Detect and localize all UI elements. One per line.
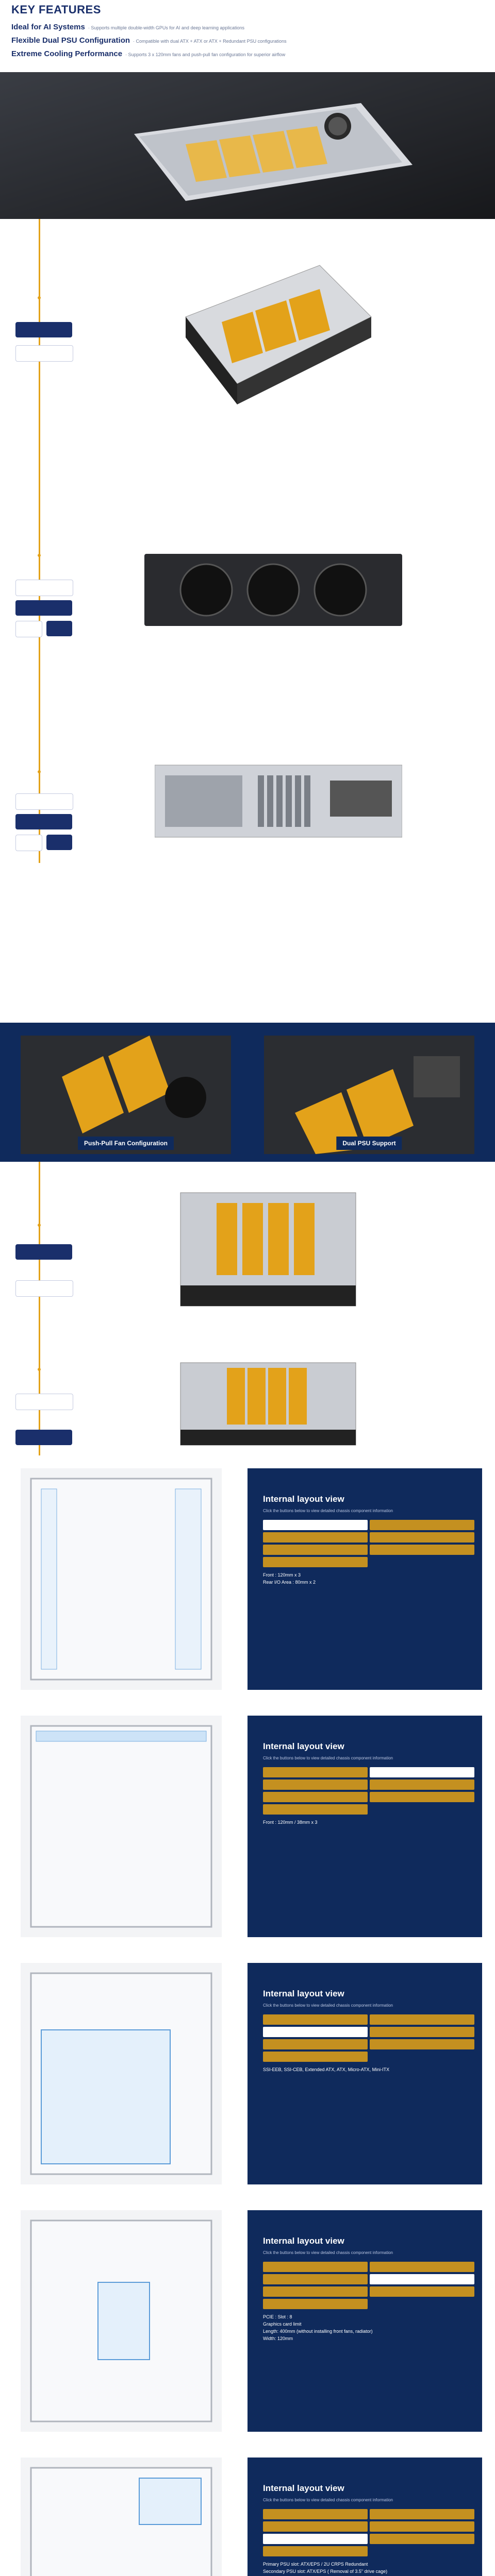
feature-row	[11, 23, 244, 31]
internal-chassis-drawing	[21, 2458, 222, 2576]
nav-button[interactable]	[15, 345, 73, 362]
component-button[interactable]	[370, 1792, 474, 1802]
internal-layout-subtitle: Click the buttons below to view detailed chassis component information	[263, 2498, 393, 2502]
diagram-section-rear	[0, 708, 495, 1023]
chassis-top-diagram	[165, 240, 382, 430]
internal-layout-panel	[248, 2458, 482, 2576]
component-info: PCIE : Slot : 8 Graphics card limit Length: 400mm (without installing front fans, radiator) Width: 120mm	[263, 2314, 373, 2341]
component-info: Front : 120mm / 38mm x 3	[263, 1820, 318, 1825]
internal-layout-panel	[248, 1963, 482, 2184]
internal-chassis-drawing	[21, 1716, 222, 1937]
internal-layout-panel	[248, 1716, 482, 1937]
band-caption: Dual PSU Support	[336, 1137, 402, 1150]
timeline-dot	[38, 296, 41, 299]
component-button-active[interactable]	[263, 2534, 368, 2544]
features-title: KEY FEATURES	[11, 3, 101, 16]
chassis-storage-diagram	[170, 1358, 376, 1450]
component-button-active[interactable]	[370, 1767, 474, 1777]
feature-desc: · Supports multiple double-width GPUs for AI and deep learning applications	[88, 25, 245, 30]
timeline-dot	[38, 1224, 41, 1227]
component-info: SSI-EEB, SSI-CEB, Extended ATX, ATX, Micro-ATX, Mini-ITX	[263, 2067, 390, 2072]
diagram-section-storage	[0, 1347, 495, 1455]
component-buttons	[263, 2014, 474, 2062]
internal-layout-panel	[248, 1468, 482, 1690]
component-button[interactable]	[370, 2509, 474, 2519]
feature-desc: · Compatible with dual ATX + ATX or ATX + Redundant PSU configurations	[133, 39, 287, 44]
component-button[interactable]	[263, 1557, 368, 1567]
component-buttons	[263, 1520, 474, 1567]
internal-layout-title: Internal layout view	[263, 1989, 344, 1998]
component-button[interactable]	[263, 1780, 368, 1790]
internal-layout-title: Internal layout view	[263, 2236, 344, 2246]
nav-button[interactable]	[46, 835, 72, 850]
component-button[interactable]	[263, 2014, 368, 2025]
nav-button[interactable]	[15, 580, 73, 596]
internal-chassis-drawing	[21, 1963, 222, 2184]
nav-button[interactable]	[15, 793, 73, 810]
internal-chassis-drawing	[21, 1468, 222, 1690]
hero-image	[0, 72, 495, 219]
feature-desc: · Supports 3 x 120mm fans and push-pull fan configuration for superior airflow	[125, 52, 286, 57]
diagram-section-top	[0, 219, 495, 502]
nav-button-active[interactable]	[15, 814, 72, 829]
chassis-cooling-diagram	[170, 1182, 376, 1327]
component-button[interactable]	[263, 2262, 368, 2272]
internal-layout-section	[0, 2197, 495, 2445]
component-button[interactable]	[263, 2509, 368, 2519]
component-button[interactable]	[370, 2027, 474, 2037]
internal-layout-subtitle: Click the buttons below to view detailed chassis component information	[263, 2250, 393, 2255]
component-info: Primary PSU slot: ATX/EPS / 2U CRPS Redundant Secondary PSU slot: ATX/EPS ( Removal of 3.5" drive cage)	[263, 2562, 388, 2574]
feature-title: Extreme Cooling Performance	[11, 49, 123, 58]
component-buttons	[263, 2262, 474, 2309]
feature-title: Ideal for AI Systems	[11, 23, 85, 31]
component-button[interactable]	[370, 2039, 474, 2049]
component-buttons	[263, 1767, 474, 1815]
component-button[interactable]	[263, 1767, 368, 1777]
internal-layout-section	[0, 2445, 495, 2576]
chassis-rear-diagram	[155, 760, 402, 842]
diagram-section-cooling	[0, 1162, 495, 1347]
feature-row	[11, 36, 287, 45]
component-button[interactable]	[263, 1532, 368, 1543]
component-button[interactable]	[370, 2521, 474, 2532]
key-features-section	[0, 0, 495, 72]
feature-row	[11, 49, 285, 58]
timeline-dot	[38, 554, 41, 557]
internal-chassis-drawing	[21, 2210, 222, 2432]
internal-chassis-image	[21, 1716, 222, 1937]
timeline-dot	[38, 1368, 41, 1371]
nav-button-active[interactable]	[15, 600, 72, 616]
component-button[interactable]	[370, 2262, 474, 2272]
component-button[interactable]	[263, 2546, 368, 2556]
component-button[interactable]	[263, 1792, 368, 1802]
nav-button-active[interactable]	[15, 322, 72, 337]
component-button[interactable]	[370, 2286, 474, 2297]
component-button[interactable]	[370, 1780, 474, 1790]
internal-layout-title: Internal layout view	[263, 1494, 344, 1504]
internal-layout-section	[0, 1950, 495, 2197]
nav-button[interactable]	[15, 621, 42, 637]
internal-layout-subtitle: Click the buttons below to view detailed chassis component information	[263, 2003, 393, 2008]
internal-chassis-image	[21, 2210, 222, 2432]
component-button-active[interactable]	[263, 1520, 368, 1530]
chassis-front-diagram	[144, 544, 402, 636]
internal-chassis-image	[21, 1468, 222, 1690]
component-info: Front : 120mm x 3 Rear I/O Area : 80mm x 2	[263, 1572, 316, 1585]
internal-layout-subtitle: Click the buttons below to view detailed chassis component information	[263, 1509, 393, 1513]
feature-title: Flexible Dual PSU Configuration	[11, 36, 130, 45]
push-pull-fan-card	[21, 1036, 231, 1154]
band-caption: Push-Pull Fan Configuration	[78, 1137, 174, 1150]
nav-button[interactable]	[46, 621, 72, 636]
internal-layout-panel	[248, 2210, 482, 2432]
dual-psu-card	[264, 1036, 474, 1154]
component-button[interactable]	[370, 2014, 474, 2025]
component-button[interactable]	[263, 2286, 368, 2297]
internal-chassis-image	[21, 2458, 222, 2576]
component-button[interactable]	[370, 1520, 474, 1530]
component-button[interactable]	[263, 1804, 368, 1815]
diagram-section-front	[0, 502, 495, 708]
component-button[interactable]	[370, 1545, 474, 1555]
component-button[interactable]	[370, 1532, 474, 1543]
chassis-hero-illustration	[0, 72, 495, 219]
component-button[interactable]	[263, 2299, 368, 2309]
component-button[interactable]	[263, 1545, 368, 1555]
internal-layout-section	[0, 1455, 495, 1703]
nav-button[interactable]	[15, 1280, 73, 1297]
nav-button-active[interactable]	[15, 1244, 72, 1260]
component-button[interactable]	[263, 2274, 368, 2284]
component-button[interactable]	[263, 2039, 368, 2049]
internal-chassis-image	[21, 1963, 222, 2184]
nav-button-active[interactable]	[15, 1430, 72, 1445]
nav-button[interactable]	[15, 835, 42, 851]
component-button-active[interactable]	[370, 2274, 474, 2284]
component-buttons	[263, 2509, 474, 2556]
component-button[interactable]	[263, 2521, 368, 2532]
internal-layout-title: Internal layout view	[263, 1741, 344, 1751]
component-button[interactable]	[370, 2534, 474, 2544]
internal-layout-title: Internal layout view	[263, 2483, 344, 2493]
component-button[interactable]	[263, 2052, 368, 2062]
internal-layout-subtitle: Click the buttons below to view detailed chassis component information	[263, 1756, 393, 1760]
component-button-active[interactable]	[263, 2027, 368, 2037]
internal-layout-section	[0, 1703, 495, 1950]
timeline-dot	[38, 770, 41, 773]
nav-button[interactable]	[15, 1394, 73, 1410]
